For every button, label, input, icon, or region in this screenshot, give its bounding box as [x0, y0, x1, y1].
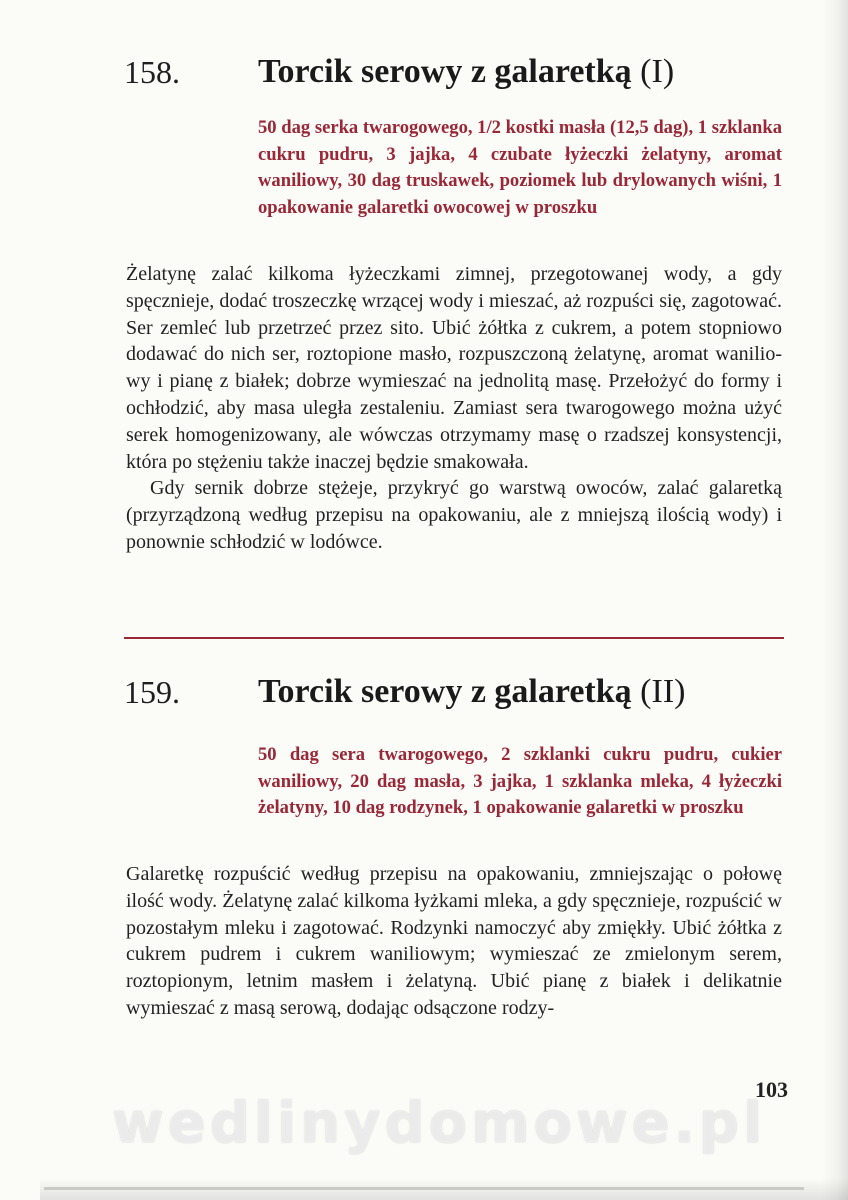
recipe-number: 158. [124, 54, 180, 90]
recipe-title [258, 672, 685, 712]
page-number: 103 [755, 1077, 788, 1102]
page-edge-shadow [822, 0, 848, 1200]
recipe-title-text: Torcik serowy z galaretką [258, 53, 632, 90]
page-bottom-edge [44, 1187, 804, 1190]
recipe-number: 159. [124, 674, 180, 710]
recipe-158-ingredients: 50 dag serka twarogowego, 1/2 kostki masła (12,5 dag), 1 szklanka cukru pudru, 3 jajka, 4 czubate łyżeczki żelatyny, aromat waniliowy, 30 dag truskawek, poziomek lub drylowanych wiśni, 1 opakowanie galaretki owocowej w proszku [258, 117, 782, 218]
recipe-title-suffix: (II) [640, 673, 686, 710]
recipe-title-text: Torcik serowy z galaretką [258, 673, 632, 710]
recipe-159-ingredients: 50 dag sera twarogowego, 2 szklanki cukru pudru, cukier waniliowy, 20 dag masła, 3 jajka, 1 szklanka mleka, 4 łyżeczki żelatyny, 10 dag rodzynek, 1 opakowanie galaretki w proszku [258, 744, 782, 819]
recipe-158-header [124, 52, 784, 108]
instruction-paragraph: Żelatynę zalać kilkoma łyżeczkami zimnej, przegotowanej wody, a gdy spęcznieje, dodać troszeczkę wrzącej wody i mieszać, aż rozpuści się, zagotować. Ser zemleć lub przetrzeć przez sito. Ubić żółtka z cukrem, a potem stopniowo dodawać do nich ser, roztopione masło, rozpuszczoną żelatynę, aromat waniliowy i pianę z białek; dobrze wymieszać na jednolitą masę. Przełożyć do formy i ochłodzić, aby masa uległa zestaleniu. Zamiast sera twarogowego można użyć serek homogenizowany, ale wówczas otrzymamy masę o rzadszej konsystencji, która po stężeniu także inaczej będzie smakowała. [126, 263, 782, 473]
recipe-159-header [124, 672, 784, 728]
recipe-title-suffix: (I) [640, 53, 675, 90]
watermark: wedlinydomowe.pl [112, 1091, 767, 1156]
recipe-159-instructions [126, 861, 782, 1022]
section-divider [124, 637, 784, 639]
instruction-paragraph: Gdy sernik dobrze stężeje, przykryć go warstwą owoców, zalać galaretką (przyrządzoną według przepisu na opakowaniu, ale z mniejszą ilością wody) i ponownie schłodzić w lodówce. [126, 477, 782, 553]
recipe-title [258, 52, 674, 92]
recipe-158-instructions [126, 261, 782, 556]
instruction-paragraph: Galaretkę rozpuścić według przepisu na opakowaniu, zmniejszając o połowę ilość wody. Żelatynę zalać kilkoma łyżkami mleka, a gdy spęcznieje, rozpuścić w pozostałym mleku i zagotować. Rodzynki namoczyć aby zmiękły. Ubić żółtka z cukrem pudrem i cukrem waniliowym; wymieszać ze zmielonym serem, roztopionym, letnim masłem i żelatyną. Ubić pianę z białek i delikatnie wymieszać z masą serową, dodając odsączone rodzy- [126, 863, 782, 1019]
